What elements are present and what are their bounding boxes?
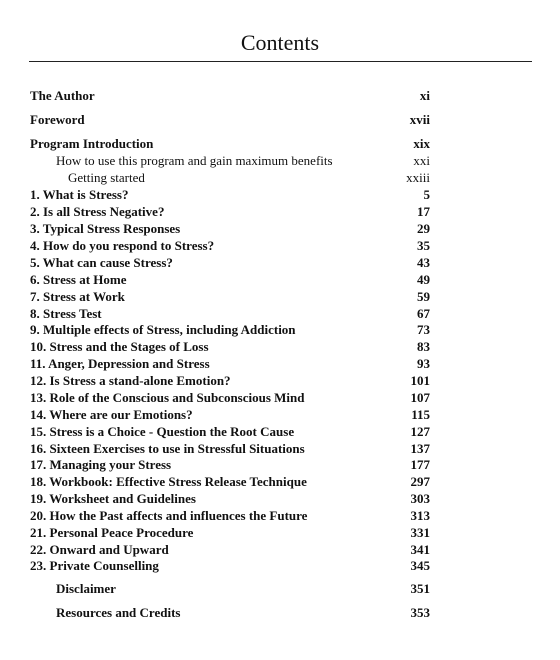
toc-entry-label: 9. Multiple effects of Stress, including Addiction bbox=[30, 322, 296, 337]
toc-chapter bbox=[0, 254, 560, 271]
toc-entry-page: 17 bbox=[417, 204, 430, 219]
toc-entry-label: 8. Stress Test bbox=[30, 306, 102, 321]
toc-entry-label: 22. Onward and Upward bbox=[30, 542, 169, 557]
toc-entry-page: 127 bbox=[410, 424, 430, 439]
toc-entry-page: xvii bbox=[409, 112, 430, 127]
toc-entry-page: 303 bbox=[410, 491, 430, 506]
toc-chapter bbox=[0, 305, 560, 322]
toc-entry-label: 5. What can cause Stress? bbox=[30, 255, 173, 270]
toc-chapter bbox=[0, 271, 560, 288]
toc-entry-page: 137 bbox=[410, 441, 430, 456]
toc-entry-label: 3. Typical Stress Responses bbox=[30, 221, 181, 236]
toc-subentry-how-to-use bbox=[0, 152, 560, 169]
toc-entry-page: 59 bbox=[417, 289, 430, 304]
toc-entry-page: 49 bbox=[417, 272, 430, 287]
toc-chapter bbox=[0, 237, 560, 254]
toc-chapter bbox=[0, 557, 560, 574]
toc-entry-label: 21. Personal Peace Procedure bbox=[30, 525, 194, 540]
toc-entry-page: 341 bbox=[410, 542, 430, 557]
toc-entry-disclaimer bbox=[0, 580, 560, 597]
toc-entry-label: 13. Role of the Conscious and Subconscious Mind bbox=[30, 390, 305, 405]
toc-chapter bbox=[0, 473, 560, 490]
toc-entry-label: 12. Is Stress a stand-alone Emotion? bbox=[30, 373, 231, 388]
toc-entry-label: 6. Stress at Home bbox=[30, 272, 127, 287]
toc-entry-label: Getting started bbox=[68, 170, 145, 185]
toc-chapter bbox=[0, 541, 560, 558]
toc-entry-page: 35 bbox=[417, 238, 430, 253]
toc-entry-page: xi bbox=[419, 88, 430, 103]
toc-entry-author bbox=[0, 87, 560, 104]
toc-chapter bbox=[0, 338, 560, 355]
toc-entry-foreword bbox=[0, 111, 560, 128]
toc-entry-label: Resources and Credits bbox=[56, 605, 181, 620]
toc-entry-page: 345 bbox=[410, 558, 430, 573]
toc-entry-label: 20. How the Past affects and influences the Future bbox=[30, 508, 308, 523]
toc-entry-page: xxi bbox=[413, 153, 430, 168]
toc-entry-label: The Author bbox=[30, 88, 95, 103]
toc-entry-program-introduction bbox=[0, 135, 560, 152]
toc-entry-page: 313 bbox=[410, 508, 430, 523]
toc-entry-label: Foreword bbox=[30, 112, 85, 127]
toc-entry-label: How to use this program and gain maximum benefits bbox=[56, 153, 333, 168]
toc-entry-page: 331 bbox=[410, 525, 430, 540]
toc-entry-label: 14. Where are our Emotions? bbox=[30, 407, 193, 422]
toc-entry-label: Disclaimer bbox=[56, 581, 116, 596]
toc-chapter bbox=[0, 490, 560, 507]
toc-entry-page: 93 bbox=[417, 356, 430, 371]
toc-chapter bbox=[0, 203, 560, 220]
toc-entry-page: 83 bbox=[417, 339, 430, 354]
title-divider bbox=[29, 61, 532, 62]
toc-entry-page: 5 bbox=[423, 187, 430, 202]
toc-chapter bbox=[0, 406, 560, 423]
toc-chapter bbox=[0, 524, 560, 541]
toc-entry-label: 11. Anger, Depression and Stress bbox=[30, 356, 210, 371]
toc-entry-page: 177 bbox=[410, 457, 430, 472]
toc-entry-page: 297 bbox=[410, 474, 430, 489]
toc-chapter bbox=[0, 220, 560, 237]
toc-entry-page: 43 bbox=[417, 255, 430, 270]
toc-chapter bbox=[0, 355, 560, 372]
toc-entry-page: 353 bbox=[410, 605, 430, 620]
toc-entry-page: xix bbox=[413, 136, 430, 151]
toc-entry-label: 23. Private Counselling bbox=[30, 558, 159, 573]
toc-entry-label: 10. Stress and the Stages of Loss bbox=[30, 339, 209, 354]
toc-entry-page: 107 bbox=[410, 390, 430, 405]
toc-entry-page: 101 bbox=[410, 373, 430, 388]
toc-entry-label: 19. Worksheet and Guidelines bbox=[30, 491, 196, 506]
toc-entry-label: 4. How do you respond to Stress? bbox=[30, 238, 215, 253]
toc-chapter bbox=[0, 321, 560, 338]
toc-entry-label: 7. Stress at Work bbox=[30, 289, 125, 304]
toc-chapter bbox=[0, 456, 560, 473]
toc-entry-label: Program Introduction bbox=[30, 136, 154, 151]
toc-entry-page: xxiii bbox=[406, 170, 430, 185]
toc-entry-label: 18. Workbook: Effective Stress Release Technique bbox=[30, 474, 307, 489]
toc-entry-label: 17. Managing your Stress bbox=[30, 457, 172, 472]
toc-entry-page: 67 bbox=[417, 306, 430, 321]
toc-entry-label: 16. Sixteen Exercises to use in Stressful Situations bbox=[30, 441, 305, 456]
toc-chapter bbox=[0, 389, 560, 406]
toc-entry-page: 115 bbox=[411, 407, 430, 422]
toc-subentry-getting-started bbox=[0, 169, 560, 186]
toc-entry-label: 15. Stress is a Choice - Question the Root Cause bbox=[30, 424, 295, 439]
toc-chapter bbox=[0, 288, 560, 305]
toc-chapter bbox=[0, 186, 560, 203]
toc-chapter bbox=[0, 423, 560, 440]
toc-entry-page: 73 bbox=[417, 322, 430, 337]
page-title: Contents bbox=[240, 30, 320, 55]
toc-entry-label: 1. What is Stress? bbox=[30, 187, 129, 202]
toc-chapter bbox=[0, 507, 560, 524]
toc-chapter bbox=[0, 440, 560, 457]
toc-entry-page: 29 bbox=[417, 221, 430, 236]
toc-entry-page: 351 bbox=[410, 581, 430, 596]
toc-entry-resources bbox=[0, 604, 560, 621]
toc-entry-label: 2. Is all Stress Negative? bbox=[30, 204, 165, 219]
toc-chapter bbox=[0, 372, 560, 389]
